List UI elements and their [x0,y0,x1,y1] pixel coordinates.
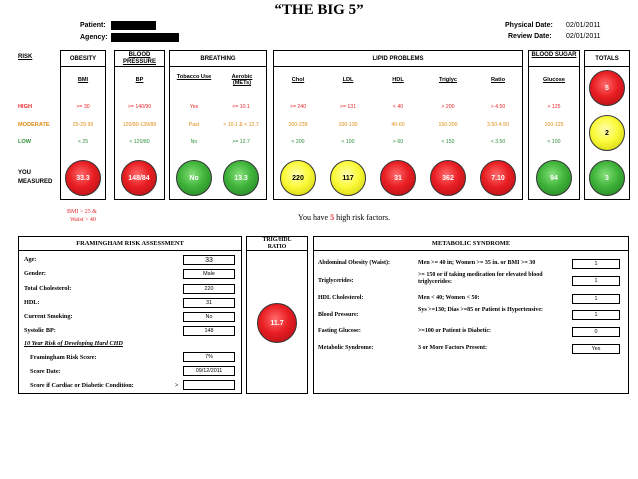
tobacco-high: Yes [189,104,199,110]
summary-count: 5 [330,213,335,222]
blood-sugar-header: BLOOD SUGAR [531,52,577,58]
patient-redacted [111,21,156,30]
ms-glucose-label: Fasting Glucose: [318,328,361,334]
chol-high: >= 240 [289,104,307,110]
hdl-subheader: HDL [392,77,404,83]
trig-hdl-circle: 11.7 [257,303,297,343]
ratio-moderate: 3.50-4.50 [487,122,509,128]
bmi-note: BMI > 25 & [67,209,97,215]
glucose-measured-circle: 94 [536,160,572,196]
ldl-subheader: LDL [342,77,354,83]
fr-score-value[interactable]: 7% [183,352,235,362]
agency-redacted [111,33,179,42]
patient-label: Patient: [80,22,106,29]
triglyc-low: < 150 [441,139,455,145]
fr-cardiac-label: Score if Cardiac or Diabetic Condition: [30,382,134,389]
breathing-header: BREATHING [200,56,236,62]
glucose-moderate: 100-125 [544,122,564,128]
obesity-header: OBESITY [69,56,97,62]
aerobic-subheader: Aerobic (METs) [231,74,253,86]
blood-pressure-divider [114,66,165,67]
fr-chol-label: Total Cholesterol: [24,285,72,292]
totals-header: TOTALS [595,56,619,62]
bmi-high: >= 30 [76,104,90,110]
fr-age-value[interactable]: 33 [183,255,235,265]
glucose-subheader: Glucose [542,77,566,83]
glucose-low: < 100 [547,139,561,145]
bmi-subheader: BMI [77,77,89,83]
chol-subheader: Chol [291,77,305,83]
aerobic-measured-circle: 13.3 [223,160,259,196]
fr-hdl-label: HDL: [24,299,40,306]
summary-suffix: high risk factors. [334,213,391,222]
ms-waist-value[interactable]: 1 [572,259,620,269]
chol-low: < 200 [291,139,305,145]
metabolic-header-divider [313,250,629,251]
summary-prefix: You have [298,213,331,222]
fr-score-label: Framingham Risk Score: [30,354,97,361]
hdl-low: > 60 [392,139,404,145]
bp-measured-circle: 148/84 [121,160,157,196]
ms-waist-criteria: Men >= 40 in; Women >= 35 in. or BMI >= 30 [418,260,536,266]
hdl-measured-circle: 31 [380,160,416,196]
totals-divider [584,66,630,67]
chol-moderate: 200-239 [288,122,308,128]
ms-trig-label: Triglycerides: [318,278,354,284]
ratio-low: < 3.50 [490,139,506,145]
physical-date: 02/01/2011 [566,22,601,29]
fr-cardiac-arrow: > [175,382,179,389]
row-label-high: HIGH [18,104,32,110]
tobacco-low: No [190,139,198,145]
fr-smoking-label: Current Smoking: [24,313,73,320]
page-title: “THE BIG 5” [274,2,364,18]
fr-ten-year-heading: 10 Year Risk of Developing Hard CHD [24,340,123,347]
fr-age-label: Age: [24,256,37,263]
ms-glucose-criteria: >=100 or Patient is Diabetic: [418,328,492,334]
framingham-header-divider [18,250,242,251]
trig-hdl-title: TRIG/HDL RATIO [262,237,292,250]
fr-hdl-value[interactable]: 31 [183,298,235,308]
totals-high-circle: 5 [589,70,625,106]
row-label-low: LOW [18,139,32,145]
waist-note: Waist > 40 [70,217,96,223]
ratio-high: > 4.50 [490,104,506,110]
fr-smoking-value[interactable]: No [183,312,235,322]
ldl-moderate: 100-130 [338,122,358,128]
ms-syndrome-criteria: 3 or More Factors Present: [418,345,487,351]
row-label-you: YOU [18,170,32,176]
ms-trig-value[interactable]: 1 [572,276,620,286]
bmi-measured-circle: 33.3 [65,160,101,196]
trig-hdl-header-divider [246,250,308,251]
ratio-measured-circle: 7.10 [480,160,516,196]
ms-hdl-label: HDL Cholesterol: [318,295,364,301]
aerobic-moderate: > 10.1 & < 12.7 [223,122,259,128]
review-date-label: Review Date: [508,33,552,40]
ms-waist-label: Abdominal Obesity (Waist): [318,260,391,266]
bp-moderate: 120/80-139/89 [122,122,157,128]
ms-trig-criteria: >= 150 or if taking medication for elevated blood triglycerides: [418,272,543,285]
triglyc-measured-circle: 362 [430,160,466,196]
ms-syndrome-label: Metabolic Syndrome: [318,345,374,351]
high-risk-summary [298,213,390,222]
hdl-high: < 40 [392,104,404,110]
chol-measured-circle: 220 [280,160,316,196]
totals-moderate-circle: 2 [589,115,625,151]
lipid-header: LIPID PROBLEMS [372,56,424,62]
bp-subheader: BP [135,77,144,83]
physical-date-label: Physical Date: [505,22,553,29]
fr-gender-value[interactable]: Male [183,269,235,279]
totals-low-circle: 3 [589,160,625,196]
aerobic-high: <= 10.1 [232,104,250,110]
ldl-low: < 100 [341,139,355,145]
bmi-moderate: 25-29.99 [72,122,94,128]
obesity-divider [60,66,106,67]
tobacco-subheader: Tobacco Use [176,74,212,80]
ldl-measured-circle: 117 [330,160,366,196]
hdl-moderate: 40-60 [391,122,405,128]
ms-glucose-value[interactable]: 0 [572,327,620,337]
bmi-low: < 25 [77,139,89,145]
bp-high: >= 140/90 [127,104,152,110]
blood-sugar-divider [528,66,580,67]
ms-bp-value[interactable]: 1 [572,310,620,320]
ms-bp-criteria: Sys >=130; Dias >=85 or Patient is Hypertensive: [418,307,544,313]
bp-low: < 120/80 [129,139,150,145]
aerobic-low: >= 12.7 [232,139,250,145]
tobacco-moderate: Past [188,122,200,128]
agency-label: Agency: [80,34,108,41]
lipid-divider [273,66,523,67]
ms-hdl-criteria: Men < 40; Women < 50: [418,295,480,301]
glucose-high: > 125 [547,104,561,110]
fr-systolic-value[interactable]: 148 [183,326,235,336]
row-label-moderate: MODERATE [18,122,50,128]
blood-pressure-header: BLOOD PRESSURE [122,52,156,65]
triglyc-moderate: 150-200 [438,122,458,128]
fr-date-value[interactable]: 09/12/2011 [183,366,235,376]
fr-cardiac-value[interactable] [183,380,235,390]
fr-gender-label: Gender: [24,270,46,277]
tobacco-measured-circle: No [176,160,212,196]
ms-bp-label: Blood Pressure: [318,312,359,318]
ms-syndrome-value[interactable]: Yes [572,344,620,354]
triglyc-high: > 200 [441,104,455,110]
breathing-divider [169,66,267,67]
ldl-high: >= 131 [339,104,357,110]
triglyc-subheader: Triglyc [438,77,458,83]
risk-label: RISK [18,54,33,60]
row-label-measured: MEASURED [18,179,53,185]
fr-systolic-label: Systolic BP: [24,327,56,334]
review-date: 02/01/2011 [566,33,601,40]
ms-hdl-value[interactable]: 1 [572,294,620,304]
ratio-subheader: Ratio [491,77,505,83]
fr-chol-value[interactable]: 220 [183,284,235,294]
framingham-title: FRAMINGHAM RISK ASSESSMENT [76,240,184,247]
fr-date-label: Score Date: [30,368,61,375]
metabolic-title: METABOLIC SYNDROME [431,240,511,247]
